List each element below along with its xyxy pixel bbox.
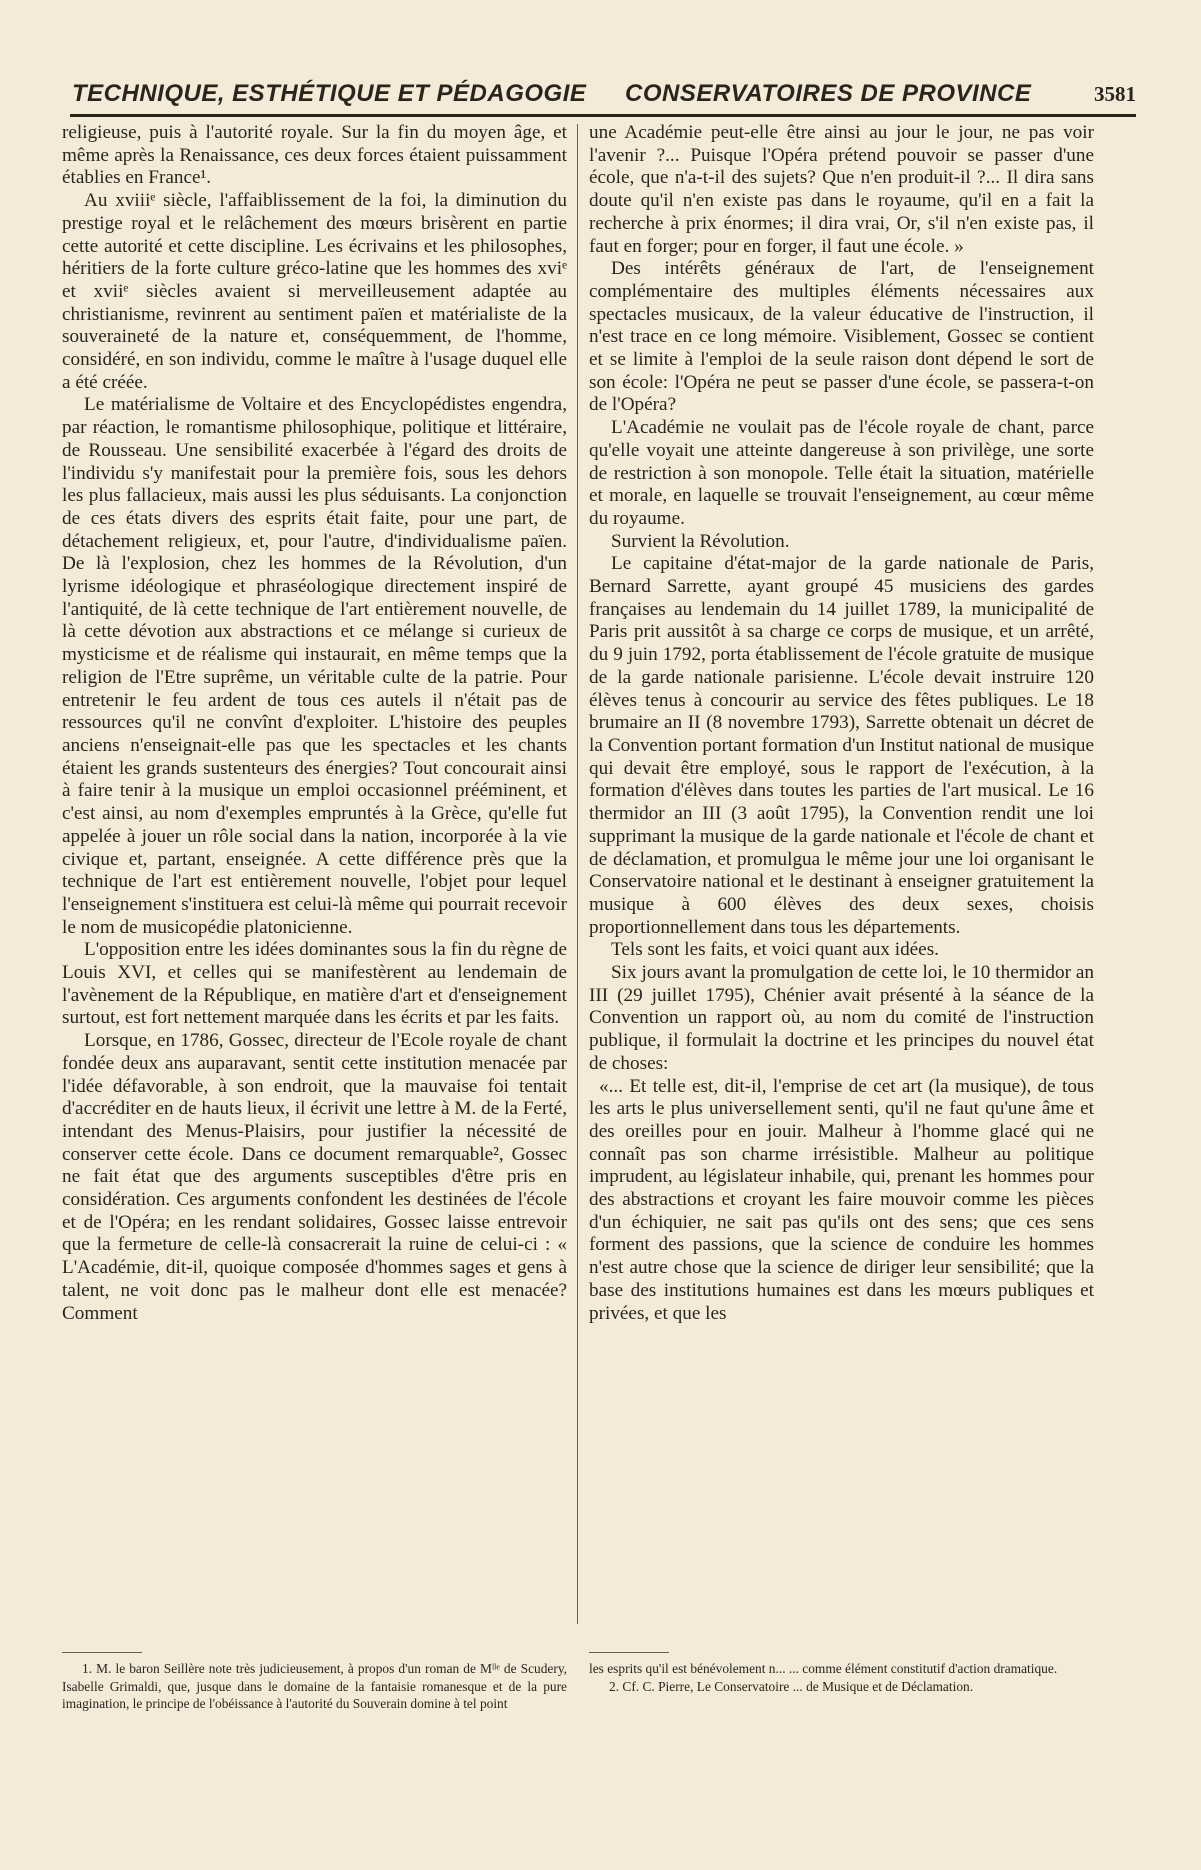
paragraph: L'opposition entre les idées dominantes sous la fin du règne de Louis XVI, et celles qui se manifestèrent au lendemain de l'avènement de la République, en matière d'art et d'enseignement surtout, est fort nettement marquée dans les écrits et par les faits.	[62, 939, 567, 1029]
column-divider	[577, 124, 578, 1624]
header-right-title: CONSERVATOIRES DE PROVINCE	[625, 80, 1032, 107]
right-column	[589, 122, 1094, 1325]
paragraph: Des intérêts généraux de l'art, de l'enseignement complémentaire des multiples éléments nécessaires aux spectacles musicaux, de la valeur éducative de l'instruction, il n'est trace en ce long mémoire. Visiblement, Gossec se contient et se limite à l'emploi de la seule raison dont dépend le sort de son école: l'Opéra ne peut se passer d'une école, se passera-t-on de l'Opéra?	[589, 258, 1094, 416]
footnote-rule	[589, 1652, 669, 1653]
paragraph: Six jours avant la promulgation de cette loi, le 10 thermidor an III (29 juillet 1795), Chénier avait présenté à la séance de la Convention un rapport où, au nom du comité de l'instruction publique, il formulait la doctrine et les principes du nouvel état de choses:	[589, 962, 1094, 1074]
footnotes-right	[589, 1660, 1094, 1695]
paragraph: Lorsque, en 1786, Gossec, directeur de l'Ecole royale de chant fondée deux ans auparavant, sentit cette institution menacée par l'idée défavorable, à son endroit, que la mauvaise foi tentait d'accréditer en de hauts lieux, il écrivit une lettre à M. de la Ferté, intendant des Menus-Plaisirs, pour justifier la nécessité de conserver cette école. Dans ce document remarquable², Gossec ne fait état que des arguments susceptibles d'être pris en considération. Ces arguments confondent les destinées de l'école et de l'Opéra; en les rendant solidaires, Gossec laisse entrevoir que la fermeture de celle-là consacrerait la ruine de celui-ci : « L'Académie, dit-il, quoique composée d'hommes sages et gens à talent, ne voit donc pas le malheur dont elle est menacée? Comment	[62, 1030, 567, 1324]
page-number: 3581	[1094, 82, 1136, 106]
footnote: 2. Cf. C. Pierre, Le Conservatoire ... de Musique et de Déclamation.	[609, 1678, 974, 1694]
paragraph: religieuse, puis à l'autorité royale. Sur la fin du moyen âge, et même après la Renaissance, ces deux forces étaient puissamment établies en France¹.	[62, 122, 567, 189]
paragraph: une Académie peut-elle être ainsi au jour le jour, ne pas voir l'avenir ?... Puisque l'Opéra prétend pouvoir se passer d'une école, que n'a-t-il des sujets? Que n'en produit-il ?... Il dira sans doute qu'il n'en existe pas dans le royaume, qu'il en a fait la recherche à prix énormes; il dira vrai, Or, s'il n'en existe pas, il faut en forger; pour en forger, il faut une école. »	[589, 122, 1094, 257]
header-rule	[70, 114, 1136, 117]
footnote-continuation: les esprits qu'il est bénévolement n... ... comme élément constitutif d'action dramatique.	[589, 1661, 1058, 1676]
paragraph: Le matérialisme de Voltaire et des Encyclopédistes engendra, par réaction, le romantisme philosophique, politique et littéraire, de Rousseau. Une sensibilité exacerbée à l'égard des droits de l'individu s'y manifestait pour la première fois, sous les dehors les plus fallacieux, mais aussi les plus séduisants. La conjonction de ces états divers des esprits était faite, pour une part, de détachement religieux, et, pour l'autre, d'individualisme païen. De là l'explosion, chez les hommes de la Révolution, d'un lyrisme idéologique et phraséologique directement inspiré de l'antiquité, de là cette technique de l'art entièrement nouvelle, de là cette dévotion aux abstractions et ce mélange si curieux de mysticisme et de réalisme qui instaurait, en même temps que la religion de l'Etre suprême, un véritable culte de la patrie. Pour entretenir le feu ardent de tous ces autels il n'était pas de ressources qu'il ne convînt d'exploiter. L'histoire des peuples anciens n'enseignait-elle pas que les spectacles et les chants étaient les grands sustenteurs des énergies? Tout concourait ainsi à faire tenir à la musique un emploi occasionnel prééminent, et c'est ainsi, au nom d'exemples empruntés à la Grèce, qu'elle fut appelée à jouer un rôle social dans la nation, incorporée à la vie civique et, partant, enseignée. A cette différence près que la technique de l'art est entièrement nouvelle, l'objet pour lequel l'enseignement s'instituera est celui-là même qui pourrait recevoir le nom de musicopédie platonicienne.	[62, 394, 567, 938]
paragraph: Le capitaine d'état-major de la garde nationale de Paris, Bernard Sarrette, ayant groupé 45 musiciens des gardes françaises au lendemain du 14 juillet 1789, la municipalité de Paris prit aussitôt à sa charge ce corps de musique, et un arrêté, du 9 juin 1792, porta établissement de l'école gratuite de musique de la garde nationale parisienne. L'école devait instruire 120 élèves tenus à concourir au service des fêtes publiques. Le 18 brumaire an II (8 novembre 1793), Sarrette obtenait un décret de la Convention portant formation d'un Institut national de musique qui devait être employé, sous le rapport de l'exécution, à la formation d'élèves dans toutes les parties de l'art musical. Le 16 thermidor an III (3 août 1795), la Convention rendit une loi supprimant la musique de la garde nationale et l'école de chant et de déclamation, et promulgua le même jour une loi organisant le Conservatoire national et le destinant à enseigner gratuitement la musique à 600 élèves des deux sexes, choisis proportionnellement dans tous les départements.	[589, 553, 1094, 938]
footnote: 1. M. le baron Seillère note très judicieusement, à propos d'un roman de Mˡˡᵉ de Scudery, Isabelle Grimaldi, que, jusque dans le domaine de la fantaisie romanesque et de la pure imagination, le principe de l'obéissance à l'autorité du Souverain domine à tel point	[62, 1661, 567, 1711]
header-left-title: TECHNIQUE, ESTHÉTIQUE ET PÉDAGOGIE	[72, 80, 587, 107]
paragraph: L'Académie ne voulait pas de l'école royale de chant, parce qu'elle voyait une atteinte dangereuse à son privilège, une sorte de restriction à son monopole. Telle était la situation, matérielle et morale, en laquelle se trouvait l'enseignement, au cœur même du royaume.	[589, 417, 1094, 529]
paragraph: Au xviiiᵉ siècle, l'affaiblissement de la foi, la diminution du prestige royal et le relâchement des mœurs brisèrent en partie cette autorité et cette discipline. Les écrivains et les philosophes, héritiers de la forte culture gréco-latine que les hommes des xviᵉ et xviiᵉ siècles avaient si merveilleusement adaptée au christianisme, revinrent au sentiment païen et matérialiste de la souveraineté de la nature et, conséquemment, de l'homme, considéré, en son individu, comme le maître à l'usage duquel elle a été créée.	[62, 190, 567, 393]
running-header	[70, 78, 1136, 114]
footnotes-left	[62, 1660, 567, 1713]
quotation-paragraph: «... Et telle est, dit-il, l'emprise de cet art (la musique), de tous les arts le plus universellement senti, qu'il ne faut qu'une âme et des oreilles pour en jouir. Malheur à l'homme glacé qui ne connaît pas son charme irrésistible. Malheur au politique imprudent, au législateur inhabile, qui, prenant les hommes pour des abstractions et croyant les faire mouvoir comme les pièces d'un échiquier, ne sait pas qu'ils ont des sens; que ces sens forment des passions, que la science de conduire les hommes n'est autre chose que la science de diriger leur sensibilité; que la base des institutions humaines est dans les mœurs publiques et privées, et que les	[589, 1075, 1094, 1324]
paragraph: Tels sont les faits, et voici quant aux idées.	[611, 939, 939, 961]
paragraph: Survient la Révolution.	[611, 530, 790, 552]
left-column	[62, 122, 567, 1325]
footnote-rule	[62, 1652, 142, 1653]
